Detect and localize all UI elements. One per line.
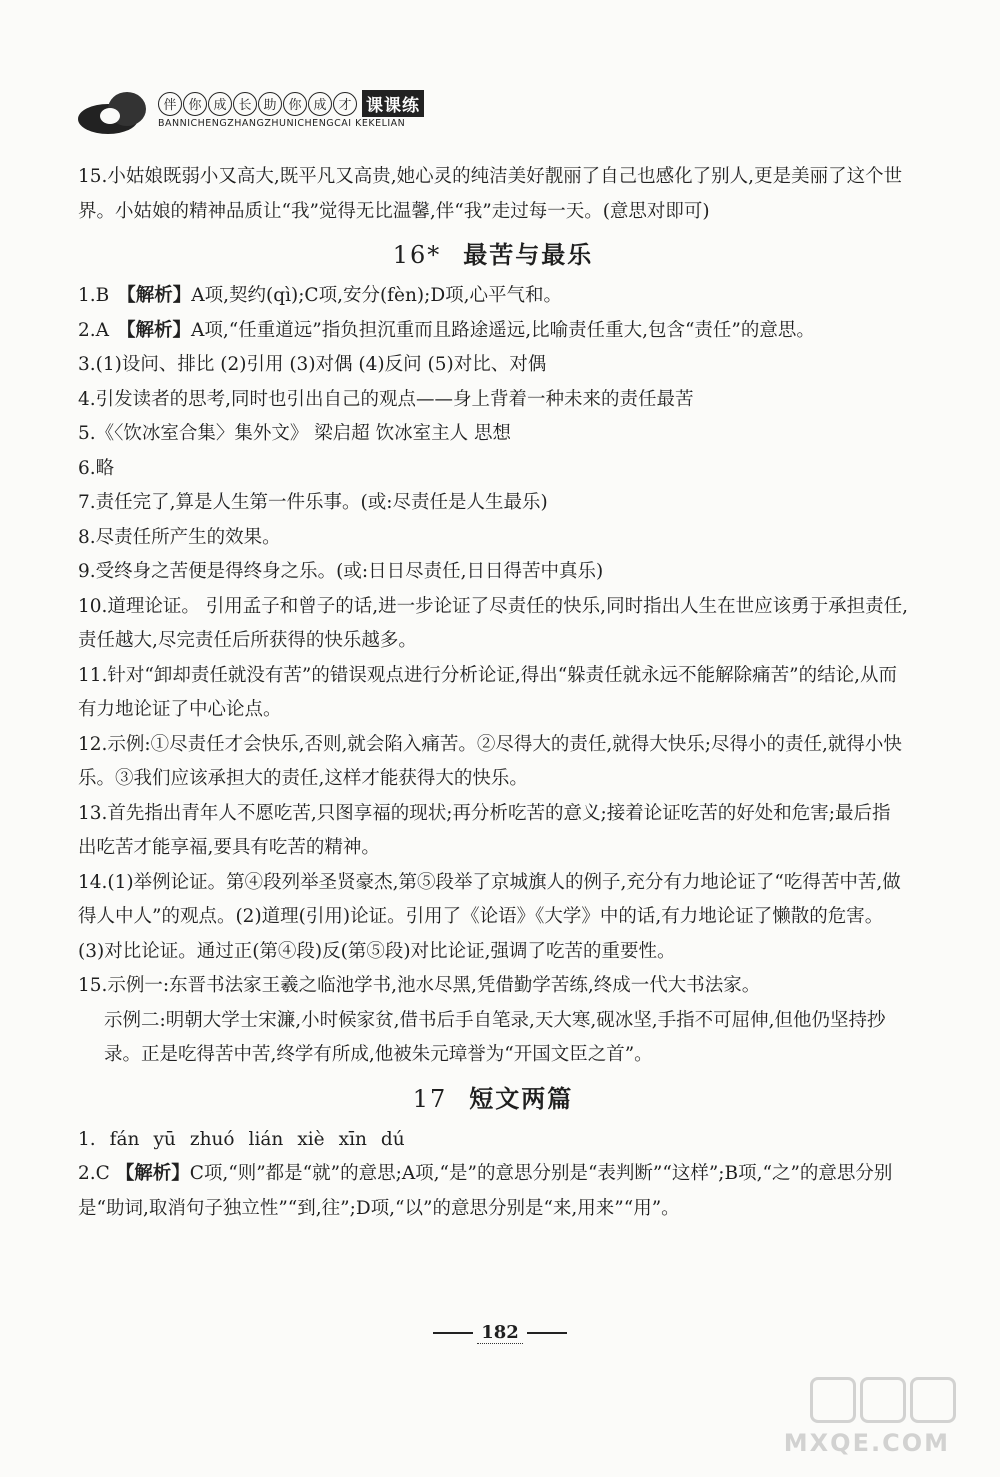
answer-item bbox=[78, 969, 908, 1004]
answer-15-example-2: 示例二:明朝大学士宋濂,小时候家贫,借书后手自笔录,天大寒,砚冰坚,手指不可屈伸,但他仍坚持抄录。正是吃得苦中苦,终学有所成,他被朱元璋誉为“开国文臣之首”。 bbox=[104, 1009, 886, 1065]
answer-text: 示例一:东晋书法家王羲之临池学书,池水尽黑,凭借勤学苦练,终成一代大书法家。 bbox=[107, 975, 761, 996]
answer-item bbox=[78, 279, 908, 314]
page-footer bbox=[0, 1322, 1000, 1344]
answer-text: C项,“则”都是“就”的意思;A项,“是”的意思分别是“表判断”“这样”;B项,“之”的意思分别是“助词,取消句子独立性”“到,往”;D项,“以”的意思分别是“来,用来”“用”。 bbox=[78, 1163, 893, 1219]
slogan-char: 成 bbox=[208, 92, 232, 116]
answer-text: 示例:①尽责任才会快乐,否则,就会陷入痛苦。②尽得大的责任,就得大快乐;尽得小的责任,就得小快乐。③我们应该承担大的责任,这样才能获得大的快乐。 bbox=[78, 733, 902, 789]
answer-number: 8. bbox=[78, 526, 96, 548]
section-number: 17 bbox=[412, 1084, 448, 1113]
watermark-logo bbox=[770, 1377, 970, 1457]
answer-number: 9. bbox=[78, 561, 96, 582]
answer-item bbox=[78, 314, 908, 349]
answer-number: 13. bbox=[78, 802, 108, 824]
section-17-title bbox=[78, 1079, 908, 1119]
brand-logo-icon bbox=[78, 86, 154, 142]
brand-name: 课课练 bbox=[362, 90, 424, 117]
answer-text: 责任完了,算是人生第一件乐事。(或:尽责任是人生最乐) bbox=[95, 492, 548, 513]
answer-item bbox=[78, 659, 908, 728]
section-title: 最苦与最乐 bbox=[463, 241, 594, 269]
analysis-tag: 【解析】 bbox=[115, 1163, 190, 1184]
answer-item bbox=[78, 1123, 908, 1158]
answer-number: 15. bbox=[78, 975, 108, 996]
answer-item bbox=[78, 866, 908, 970]
answer-number: 1.B bbox=[78, 285, 110, 306]
answer-text: 15.小姑娘既弱小又高大,既平凡又高贵,她心灵的纯洁美好靓丽了自己也感化了别人,更是美丽了这个世界。小姑娘的精神品质让“我”觉得无比温馨,伴“我”走过每一天。(意思对即可) bbox=[78, 166, 903, 222]
analysis-tag: 【解析】 bbox=[117, 285, 192, 306]
slogan-char: 你 bbox=[283, 92, 307, 116]
answer-item bbox=[78, 452, 908, 487]
analysis-tag: 【解析】 bbox=[117, 319, 192, 341]
answer-text: 道理论证。 引用孟子和曾子的话,进一步论证了尽责任的快乐,同时指出人生在世应该勇于承担责任,责任越大,尽完责任后所获得的快乐越多。 bbox=[78, 595, 908, 651]
section-title: 短文两篇 bbox=[469, 1084, 574, 1113]
answer-number: 4. bbox=[78, 388, 96, 410]
pinyin-word: dú bbox=[380, 1128, 405, 1150]
answer-item bbox=[78, 728, 908, 797]
pinyin-word: fán bbox=[109, 1128, 140, 1150]
pinyin-word: lián bbox=[248, 1128, 284, 1150]
answer-item bbox=[78, 417, 908, 452]
answer-item bbox=[78, 797, 908, 866]
answer-item bbox=[78, 590, 908, 659]
slogan-char: 助 bbox=[258, 92, 282, 116]
answer-text: 略 bbox=[95, 457, 115, 479]
pinyin-word: yū bbox=[153, 1128, 176, 1150]
answer-item bbox=[78, 486, 908, 521]
answer-number: 2.C bbox=[78, 1163, 110, 1184]
answer-item bbox=[78, 160, 908, 229]
answer-number: 7. bbox=[78, 492, 96, 513]
section-number: 16* bbox=[392, 241, 442, 269]
answer-text: 引发读者的思考,同时也引出自己的观点——身上背着一种未来的责任最苦 bbox=[95, 388, 694, 410]
answer-item bbox=[78, 1157, 908, 1226]
answer-content bbox=[78, 160, 908, 1226]
slogan-char: 成 bbox=[308, 92, 332, 116]
pinyin-list bbox=[110, 1129, 419, 1150]
answer-item bbox=[78, 555, 908, 590]
pinyin-word: zhuó bbox=[189, 1128, 235, 1150]
page-number: 182 bbox=[477, 1322, 523, 1344]
section-16-title bbox=[78, 235, 908, 275]
answer-number: 6. bbox=[78, 457, 96, 479]
pinyin-word: xīn bbox=[338, 1128, 367, 1150]
section-16-answers bbox=[78, 279, 908, 1004]
answer-number: 10. bbox=[78, 595, 108, 617]
answer-item bbox=[78, 348, 908, 383]
answer-item bbox=[78, 521, 908, 556]
slogan-char: 才 bbox=[333, 92, 357, 116]
answer-text: 针对“卸却责任就没有苦”的错误观点进行分析论证,得出“躲责任就永远不能解除痛苦”的结论,从而有力地论证了中心论点。 bbox=[78, 664, 898, 720]
slogan-char: 你 bbox=[183, 92, 207, 116]
answer-number: 5. bbox=[78, 423, 96, 444]
answer-text: (1)举例论证。第④段列举圣贤豪杰,第⑤段举了京城旗人的例子,充分有力地论证了“吃得苦中苦,做得人中人”的观点。(2)道理(引用)论证。引用了《论语》《大学》中的话,有力地论证了懒散的危害。(3)对比论证。通过正(第④段)反(第⑤段)对比论证,强调了吃苦的重要性。 bbox=[78, 871, 901, 962]
answer-text: 尽责任所产生的效果。 bbox=[95, 526, 281, 548]
answer-text: A项,契约(qì);C项,安分(fèn);D项,心平气和。 bbox=[191, 285, 563, 306]
slogan-char: 伴 bbox=[158, 92, 182, 116]
slogan bbox=[158, 90, 424, 117]
answer-number: 12. bbox=[78, 733, 108, 755]
answer-text: 《〈饮冰室合集〉集外文》 梁启超 饮冰室主人 思想 bbox=[95, 423, 512, 444]
answer-number: 1. bbox=[78, 1128, 96, 1150]
header-pinyin: BANNICHENGZHANGZHUNICHENGCAI KEKELIAN bbox=[158, 118, 406, 129]
answer-text: 受终身之苦便是得终身之乐。(或:日日尽责任,日日得苦中真乐) bbox=[95, 561, 604, 582]
answer-number: 11. bbox=[78, 664, 108, 686]
answer-number: 14. bbox=[78, 871, 108, 893]
answer-number: 2.A bbox=[78, 319, 110, 341]
answer-number: 3. bbox=[78, 354, 96, 375]
answer-text: 首先指出青年人不愿吃苦,只图享福的现状;再分析吃苦的意义;接着论证吃苦的好处和危害;最后指出吃苦才能享福,要具有吃苦的精神。 bbox=[78, 802, 891, 858]
answer-text: A项,“任重道远”指负担沉重而且路途遥远,比喻责任重大,包含“责任”的意思。 bbox=[191, 319, 815, 341]
slogan-char: 长 bbox=[233, 92, 257, 116]
answer-text: (1)设问、排比 (2)引用 (3)对偶 (4)反问 (5)对比、对偶 bbox=[95, 354, 547, 375]
answer-item bbox=[78, 383, 908, 418]
pinyin-word: xiè bbox=[297, 1128, 325, 1150]
watermark-text: MXQE.COM bbox=[783, 1429, 950, 1457]
book-header bbox=[78, 78, 438, 148]
